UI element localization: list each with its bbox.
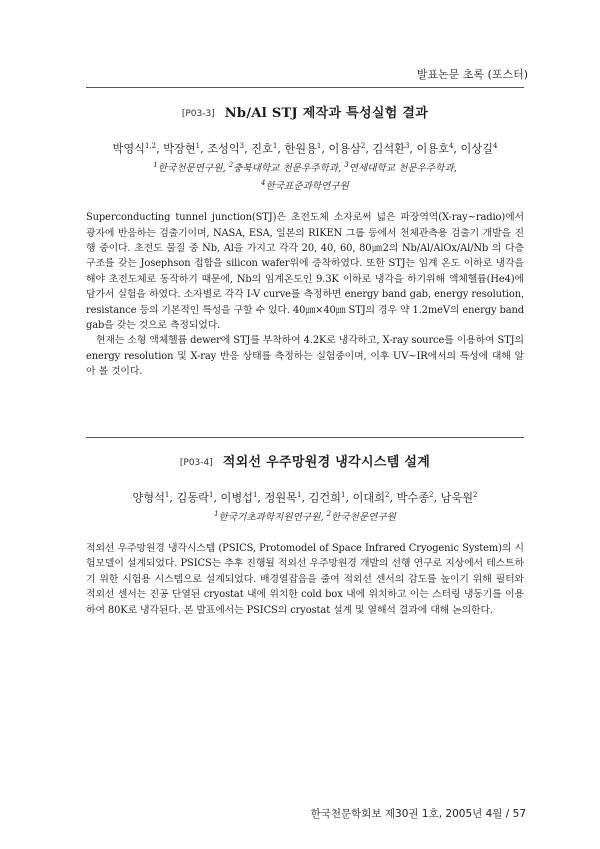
author-affiliation-mark: 2 bbox=[385, 491, 390, 499]
abstract-p03-3 bbox=[86, 102, 524, 380]
affiliation-text: 연세대학교 천문우주학과, bbox=[348, 162, 457, 174]
author-name: 남욱원 bbox=[440, 491, 474, 505]
author-name: 정원목 bbox=[264, 491, 297, 505]
author-affiliation-mark: 4 bbox=[448, 142, 454, 150]
abstract-p03-4 bbox=[86, 451, 524, 618]
page-footer: 한국천문학회보 제30권 1호, 2005년 4월 / 57 bbox=[310, 808, 526, 820]
author-name: 이용삼 bbox=[328, 142, 361, 156]
author-affiliation-mark: 1 bbox=[296, 491, 302, 499]
author-affiliation-mark: 4 bbox=[492, 142, 498, 150]
author-name: 김석환 bbox=[372, 142, 405, 156]
body-paragraph: Superconducting tunnel junction(STJ)은 초전도체 소자로써 넓은 파장역역(X-ray~radio)에서 광자에 반응하는 검출기이며, NASA, ESA, 일본의 RIKEN 그룹 등에서 천체관측용 검출기 개발을 진행 중이다. 초전도 물질 중 Nb, Al을 가지고 각각 20, 40, 60, 80㎛2의 Nb/Al/AlOx/Al/Nb 의 다층 구조를 갖는 Josephson 접합을 silicon wafer위에 증착하였다. 또한 STJ는 임계 온도 이하로 냉각을 해야 초전도체로 동작하기 때문에, Nb의 임계온도인 9.3K 이하로 냉각을 하기위해 액체헬륨(He4)에 담가서 실험을 하였다. 소자별로 각각 I-V curve를 측정하면 energy band gab, energy resolution, resistance 등의 기본적인 특성을 구할 수 있다. 40㎛×40㎛ STJ의 경우 약 1.2meV의 energy band gab을 갖는 것으로 측정되었다. bbox=[86, 212, 524, 331]
author-name: 조성익 bbox=[207, 142, 240, 156]
author-name: 이대희 bbox=[352, 491, 385, 505]
body-paragraph: 현재는 소형 액체헬륨 dewer에 STJ를 부착하여 4.2K로 냉각하고, X-ray source를 이용하여 STJ의 energy resolution 및 X-ray 반응 상태를 측정하는 실험중이며, 이후 UV~IR에서의 특성에 대해 알아 볼 것이다. bbox=[86, 335, 524, 378]
author-affiliation-mark: 1,2 bbox=[144, 142, 157, 150]
affiliation-line bbox=[86, 158, 524, 176]
author-name: 이병섭 bbox=[220, 491, 253, 505]
affiliation-text: 충북대학교 천문우주학과, bbox=[233, 162, 345, 174]
author-affiliation-mark: 2 bbox=[360, 142, 366, 150]
author-list: 양형석$^1$, 김동락$^1$, 이병섭$^1$, 정원목$^1$, 김건희$^1$, 이대희$^2$, 박수종$^2$, 남욱원$^2$ bbox=[132, 491, 478, 505]
affiliation-text: 한국기초과학지원연구원, bbox=[218, 511, 327, 523]
section-divider bbox=[86, 437, 524, 438]
author-name: 박영식 bbox=[112, 142, 145, 156]
author-name: 한원용 bbox=[284, 142, 317, 156]
abstract-code: [P03-4] bbox=[179, 458, 213, 468]
affiliation-mark: 2 bbox=[326, 509, 332, 518]
author-affiliation-mark: 1 bbox=[164, 491, 170, 499]
affiliation-line bbox=[86, 176, 524, 194]
affiliation-text: 한국천문연구원 bbox=[331, 511, 396, 523]
abstract-title: 적외선 우주망원경 냉각시스템 설계 bbox=[222, 455, 431, 470]
author-name: 박수종 bbox=[396, 491, 430, 505]
affiliation-mark: 1 bbox=[153, 160, 158, 169]
affiliation-mark: 3 bbox=[344, 160, 349, 169]
running-header: 발표논문 초록 (포스터) bbox=[416, 68, 528, 81]
abstract-code: [P03-3] bbox=[181, 109, 215, 119]
affiliations bbox=[86, 507, 524, 525]
affiliation-text: 한국천문연구원, bbox=[157, 162, 229, 174]
author-affiliation-mark: 3 bbox=[404, 142, 410, 150]
author-affiliation-mark: 1 bbox=[195, 142, 201, 150]
author-affiliation-mark: 1 bbox=[208, 491, 214, 499]
affiliation-mark: 4 bbox=[261, 178, 266, 187]
author-affiliation-mark: 1 bbox=[252, 491, 258, 499]
author-name: 박장현 bbox=[163, 142, 196, 156]
author-affiliation-mark: 1 bbox=[340, 491, 346, 499]
affiliation-text: 한국표준과학연구원 bbox=[265, 181, 349, 193]
affiliation-mark: 1 bbox=[214, 509, 219, 518]
abstract-title-line bbox=[86, 102, 524, 124]
abstract-title-line bbox=[86, 451, 524, 473]
author-affiliation-mark: 3 bbox=[239, 142, 245, 150]
author-list: 박영식$^{1,2}$, 박장현$^1$, 조성익$^3$, 진호$^1$, 한원용$^1$, 이용삼$^2$, 김석환$^3$, 이용호$^4$, 이상길$^4$ bbox=[112, 142, 498, 156]
author-affiliation-mark: 2 bbox=[429, 491, 434, 499]
author-name: 김건희 bbox=[308, 491, 341, 505]
author-affiliation-mark: 1 bbox=[272, 142, 278, 150]
abstract-body bbox=[86, 210, 524, 379]
affiliation-line bbox=[86, 507, 524, 525]
author-name: 이용호 bbox=[416, 142, 449, 156]
abstract-body bbox=[86, 541, 524, 618]
author-name: 김동락 bbox=[176, 491, 209, 505]
author-name: 이상길 bbox=[460, 142, 493, 156]
affiliation-mark: 2 bbox=[228, 160, 234, 169]
abstract-title: Nb/Al STJ 제작과 특성실험 결과 bbox=[224, 106, 429, 121]
affiliations bbox=[86, 158, 524, 194]
author-name: 양형석 bbox=[132, 491, 165, 505]
author-affiliation-mark: 1 bbox=[316, 142, 322, 150]
body-paragraph: 적외선 우주망원경 냉각시스템 (PSICS, Protomodel of Space Infrared Cryogenic System)의 시험모델이 설계되었다. PSICS는 추후 진행될 적외선 우주망원경 개발의 선행 연구로 지상에서 테스트하기 위한 시험용 시스템으로 설계되었다. 배경열잡음을 줄여 적외선 센서의 감도를 높이기 위해 필터와 적외선 센서는 진공 단열된 cryostat 내에 위치한 cold box 내에 위치하고 이는 스터링 냉동기를 이용하여 80K로 냉각된다. 본 발표에서는 PSICS의 cryostat 설계 및 열해석 결과에 대해 논의한다. bbox=[86, 542, 524, 616]
author-affiliation-mark: 2 bbox=[473, 491, 478, 499]
header-divider bbox=[86, 87, 524, 88]
author-name: 진호 bbox=[251, 142, 273, 156]
